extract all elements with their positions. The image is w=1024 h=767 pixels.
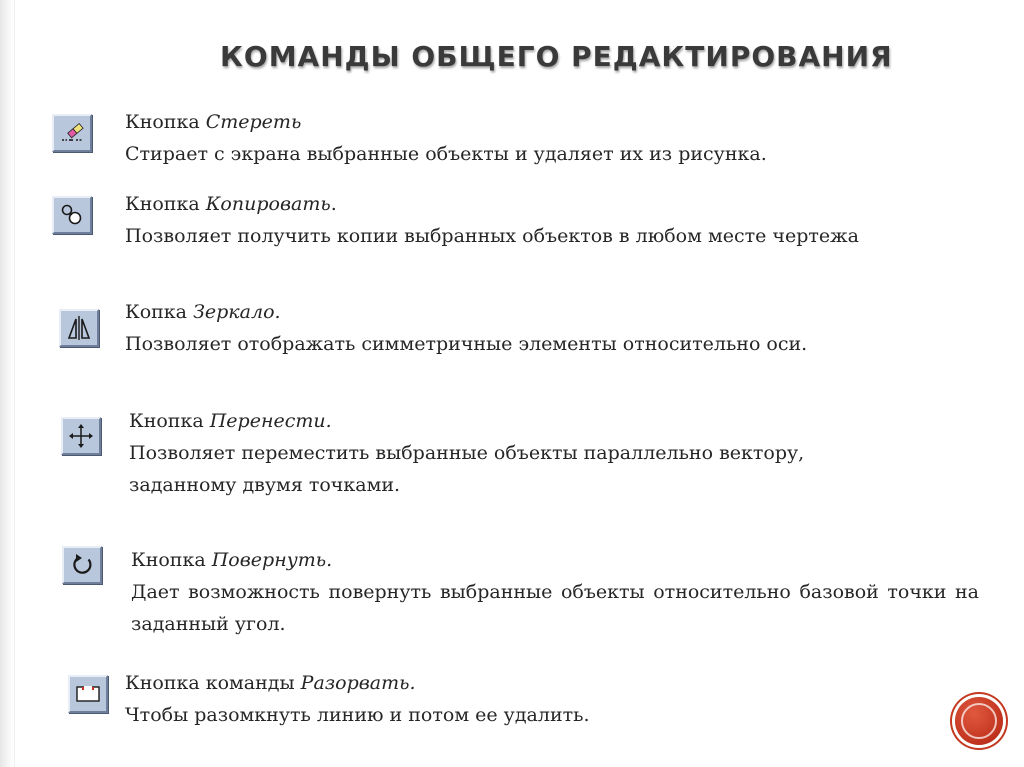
heading-prefix: Кнопка <box>125 193 206 215</box>
page-fold-shadow <box>0 0 15 767</box>
item-heading <box>125 106 925 138</box>
item-description: Чтобы разомкнуть линию и потом ее удалить. <box>125 704 590 726</box>
heading-prefix: Кнопка <box>131 549 212 571</box>
heading-prefix: Копка <box>125 301 194 323</box>
rotate-button[interactable] <box>62 546 102 584</box>
item-mirror <box>125 296 955 360</box>
move-button[interactable] <box>61 417 101 455</box>
command-name: Разорвать. <box>300 672 416 694</box>
item-heading <box>125 188 1005 220</box>
mirror-button[interactable] <box>59 309 99 347</box>
item-heading <box>129 405 989 437</box>
heading-prefix: Кнопка команды <box>125 672 301 694</box>
command-name: Стереть <box>205 111 302 133</box>
heading-prefix: Кнопка <box>125 111 206 133</box>
decorative-badge <box>955 697 1003 745</box>
item-description: Позволяет отображать симметричные элементы относительно оси. <box>125 333 808 355</box>
item-copy <box>125 188 1005 252</box>
item-heading <box>125 667 905 699</box>
badge-ring <box>961 703 997 739</box>
command-name: Повернуть. <box>211 549 333 571</box>
erase-button[interactable] <box>52 114 92 152</box>
break-button[interactable] <box>68 675 108 713</box>
command-name: Копировать <box>205 193 331 215</box>
item-rotate <box>131 544 979 640</box>
item-move <box>129 405 989 501</box>
command-name: Зеркало. <box>193 301 281 323</box>
item-description: Позволяет получить копии выбранных объектов в любом месте чертежа <box>125 225 859 247</box>
item-erase <box>125 106 925 170</box>
heading-suffix: . <box>330 193 337 215</box>
item-break <box>125 667 905 731</box>
heading-prefix: Кнопка <box>129 410 210 432</box>
copy-button[interactable] <box>52 196 92 234</box>
item-description: Позволяет переместить выбранные объекты параллельно вектору, <box>129 442 805 464</box>
page-title: КОМАНДЫ ОБЩЕГО РЕДАКТИРОВАНИЯ <box>220 40 893 73</box>
item-heading <box>125 296 955 328</box>
command-name: Перенести. <box>209 410 332 432</box>
item-description: Дает возможность повернуть выбранные объекты относительно базовой точки на заданный угол. <box>131 581 979 635</box>
item-description: Стирает с экрана выбранные объекты и удаляет их из рисунка. <box>125 143 767 165</box>
item-heading <box>131 544 979 576</box>
item-description: заданному двумя точками. <box>129 474 401 496</box>
